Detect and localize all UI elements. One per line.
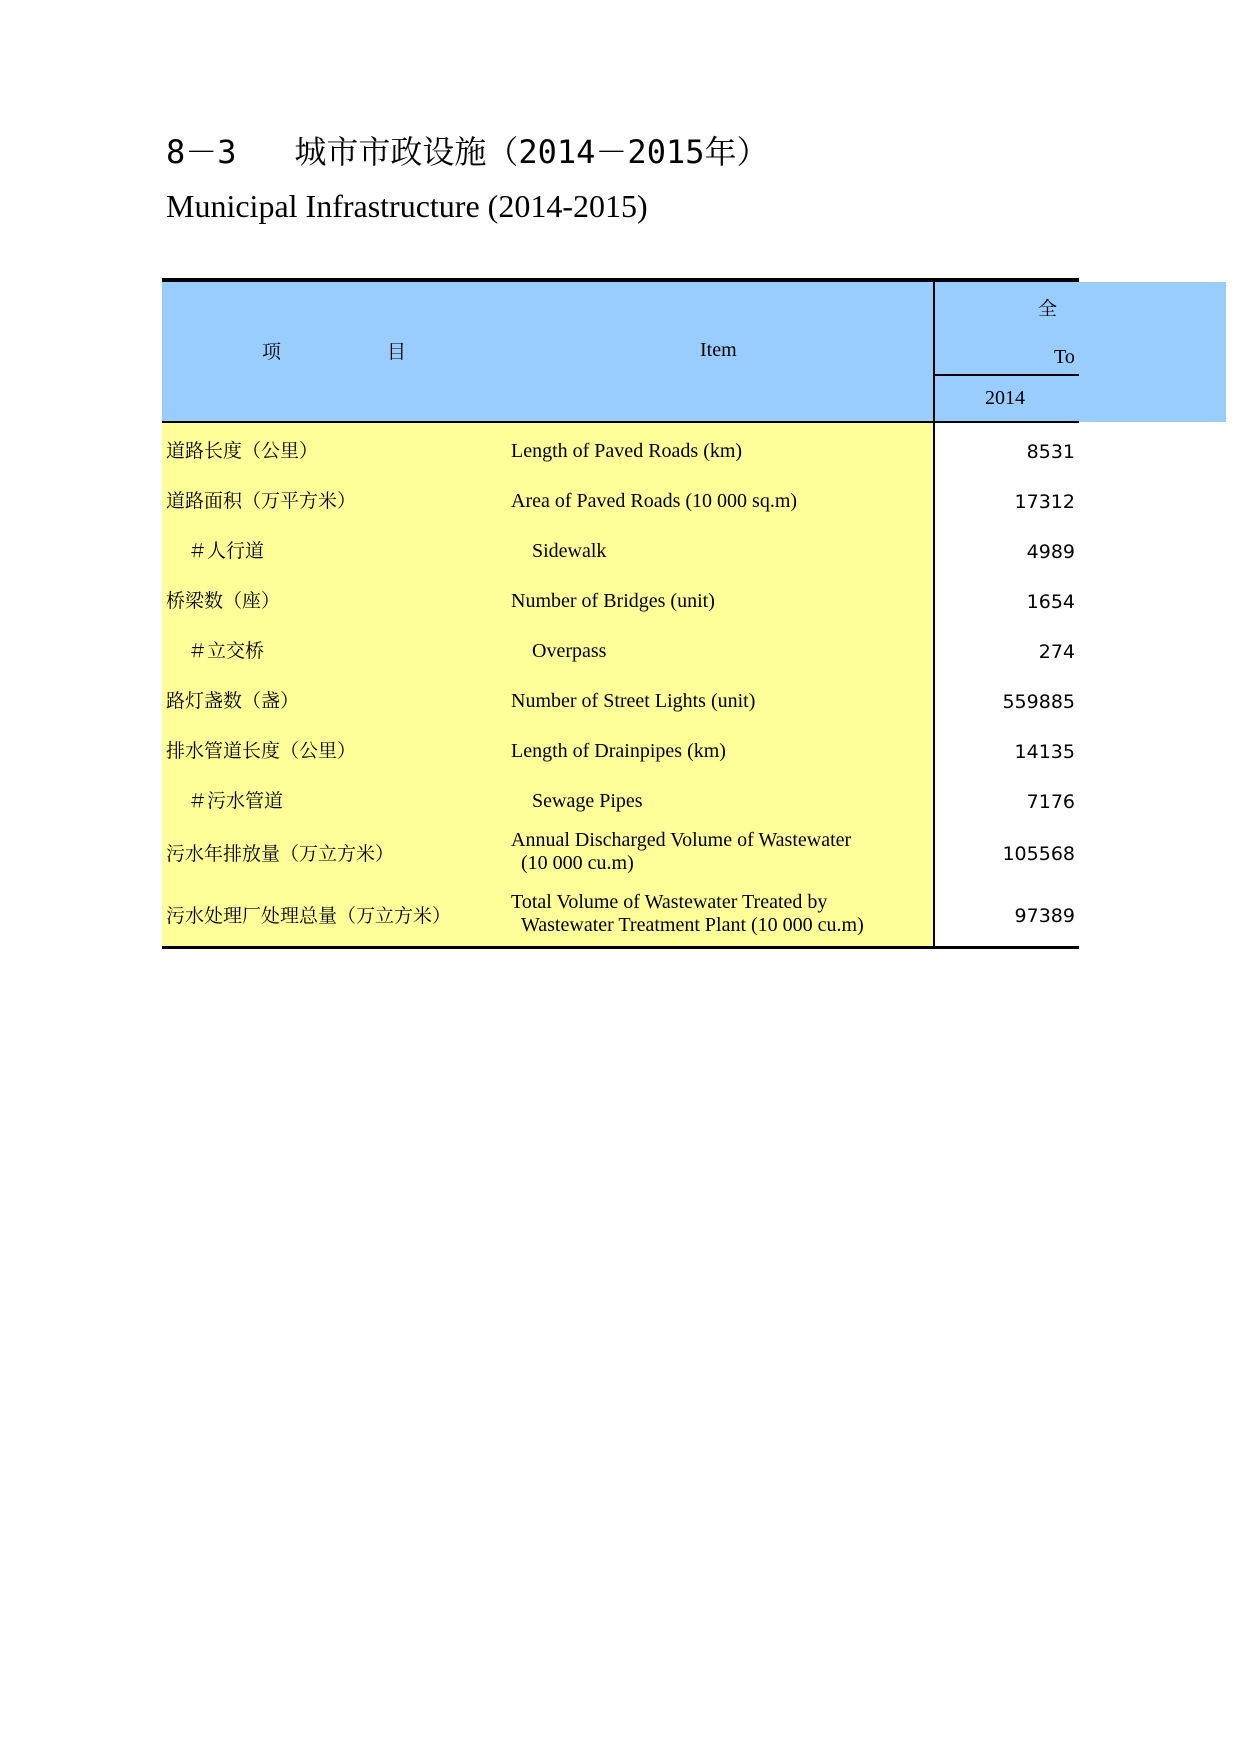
title-cn-end: 年） bbox=[704, 133, 769, 171]
table-number: 8－3 bbox=[166, 133, 237, 171]
table-bottom-rule bbox=[162, 946, 1079, 949]
row-label-en: Length of Paved Roads (km) bbox=[511, 440, 743, 462]
row-value: 17312 bbox=[1014, 491, 1075, 513]
table-row bbox=[162, 531, 1079, 571]
row-value: 14135 bbox=[1014, 741, 1075, 763]
row-label-en-line1: Total Volume of Wastewater Treated by bbox=[511, 891, 828, 913]
table-row bbox=[162, 431, 1079, 471]
row-value: 97389 bbox=[1014, 905, 1075, 927]
title-years: 2014－2015 bbox=[518, 133, 705, 171]
table-row bbox=[162, 631, 1079, 671]
row-label-cn: 道路面积（万平方米） bbox=[166, 490, 357, 512]
header-item-cn-2: 目 bbox=[387, 341, 407, 363]
row-label-en bbox=[511, 891, 864, 937]
row-value: 1654 bbox=[1026, 591, 1075, 613]
row-value: 105568 bbox=[1002, 843, 1075, 865]
row-label-en: Number of Bridges (unit) bbox=[511, 590, 715, 612]
table-title-en: Municipal Infrastructure (2014-2015) bbox=[166, 188, 648, 224]
row-label-en bbox=[511, 829, 851, 875]
table-row bbox=[162, 581, 1079, 621]
row-label-cn: ＃人行道 bbox=[188, 540, 265, 562]
table-row bbox=[162, 888, 1079, 944]
header-item-en: Item bbox=[700, 339, 737, 361]
row-label-cn: 污水处理厂处理总量（万立方米） bbox=[166, 905, 452, 927]
table-title-cn bbox=[166, 130, 769, 174]
table-row bbox=[162, 481, 1079, 521]
row-label-en: Length of Drainpipes (km) bbox=[511, 740, 726, 762]
header-sub-rule bbox=[935, 374, 1079, 376]
table-row bbox=[162, 681, 1079, 721]
row-label-en: Sidewalk bbox=[532, 540, 607, 562]
row-label-en: Number of Street Lights (unit) bbox=[511, 690, 756, 712]
row-value: 4989 bbox=[1026, 541, 1075, 563]
row-label-cn: 路灯盏数（盏） bbox=[166, 690, 300, 712]
row-label-en-line1: Annual Discharged Volume of Wastewater bbox=[511, 829, 852, 851]
header-year: 2014 bbox=[985, 387, 1025, 409]
row-label-cn: 桥梁数（座） bbox=[166, 590, 281, 612]
row-label-cn: ＃污水管道 bbox=[188, 790, 284, 812]
header-item-cn-1: 项 bbox=[262, 341, 282, 363]
row-label-cn: ＃立交桥 bbox=[188, 640, 265, 662]
row-label-en-line2: (10 000 cu.m) bbox=[521, 852, 634, 874]
table-row bbox=[162, 731, 1079, 771]
row-label-en: Overpass bbox=[532, 640, 607, 662]
table-row bbox=[162, 781, 1079, 821]
row-label-cn: 排水管道长度（公里） bbox=[166, 740, 357, 762]
row-label-cn: 污水年排放量（万立方米） bbox=[166, 843, 395, 865]
row-value: 274 bbox=[1038, 641, 1075, 663]
row-value: 559885 bbox=[1002, 691, 1075, 713]
row-value: 7176 bbox=[1026, 791, 1075, 813]
row-label-en-line2: Wastewater Treatment Plant (10 000 cu.m) bbox=[521, 914, 864, 936]
title-cn-text: 城市市政设施（ bbox=[294, 133, 519, 171]
header-group-en: To bbox=[1054, 346, 1075, 368]
row-label-en: Area of Paved Roads (10 000 sq.m) bbox=[511, 490, 798, 512]
table-row bbox=[162, 826, 1079, 882]
row-label-cn: 道路长度（公里） bbox=[166, 440, 319, 462]
header-group-cn: 全 bbox=[1038, 298, 1058, 320]
row-value: 8531 bbox=[1026, 441, 1075, 463]
row-label-en: Sewage Pipes bbox=[532, 790, 643, 812]
